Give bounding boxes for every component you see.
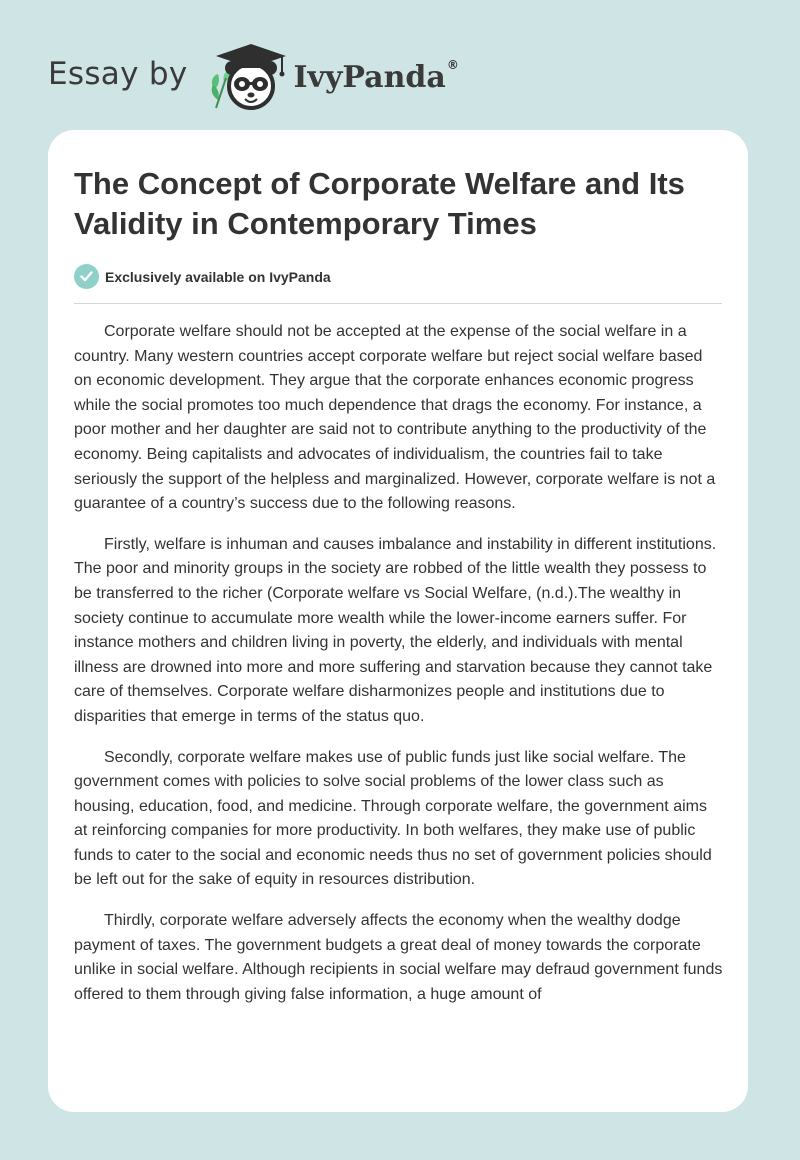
check-circle-icon [74, 264, 99, 289]
site-header [48, 36, 459, 116]
paragraph: Firstly, welfare is inhuman and causes imbalance and instability in different institutions. The poor and minority groups in the society are robbed of the little wealth they possess to be transferred to the richer (Corporate welfare vs Social Welfare, (n.d.).The wealthy in society continue to accumulate more wealth while the lower-income earners suffer. For instance mothers and children living in poverty, the elderly, and individuals with mental illness are drowned into more and more suffering and starvation because they cannot take care of themselves. Corporate welfare disharmonizes people and institutions due to disparities that emerge in terms of the status quo. [74, 535, 717, 725]
essay-card [48, 130, 748, 1112]
divider [74, 303, 722, 304]
essay-body [74, 320, 724, 1023]
badge-text: Exclusively available on IvyPanda [105, 268, 331, 285]
paragraph: Corporate welfare should not be accepted at the expense of the social welfare in a country. Many western countries accept corporate welfare but reject social welfare based on economic development. They argue that the corporate enhances economic progress while the social promotes too much dependence that drags the economy. For instance, a poor mother and her daughter are said not to contribute anything to the productivity of the economy. Being capitalists and advocates of individualism, the countries fail to take seriously the support of the helpless and marginalized. However, corporate welfare is not a guarantee of a country’s success due to the following reasons. [74, 323, 716, 513]
page-title: The Concept of Corporate Welfare and Its Validity in Contemporary Times [74, 166, 685, 241]
brand-name[interactable] [293, 57, 459, 95]
brand-name-text: IvyPanda [293, 59, 446, 95]
paragraph: Secondly, corporate welfare makes use of public funds just like social welfare. The government comes with policies to solve social problems of the lower class such as housing, education, food, and medicine. Through corporate welfare, the government aims at reinforcing companies for more productivity. In both welfares, they make use of public funds to cater to the social and economic needs thus no set of government policies should be left out for the sake of equity in resources distribution. [74, 748, 712, 889]
essay-by-label: Essay by [48, 56, 188, 92]
panda-graduate-icon[interactable] [204, 38, 290, 114]
registered-mark: ® [446, 57, 459, 72]
exclusive-badge [74, 264, 331, 289]
paragraph: Thirdly, corporate welfare adversely affects the economy when the wealthy dodge payment of taxes. The government budgets a great deal of money towards the corporate unlike in social welfare. Although recipients in social welfare may defraud government funds offered to them through giving false information, a huge amount of [74, 912, 723, 1003]
